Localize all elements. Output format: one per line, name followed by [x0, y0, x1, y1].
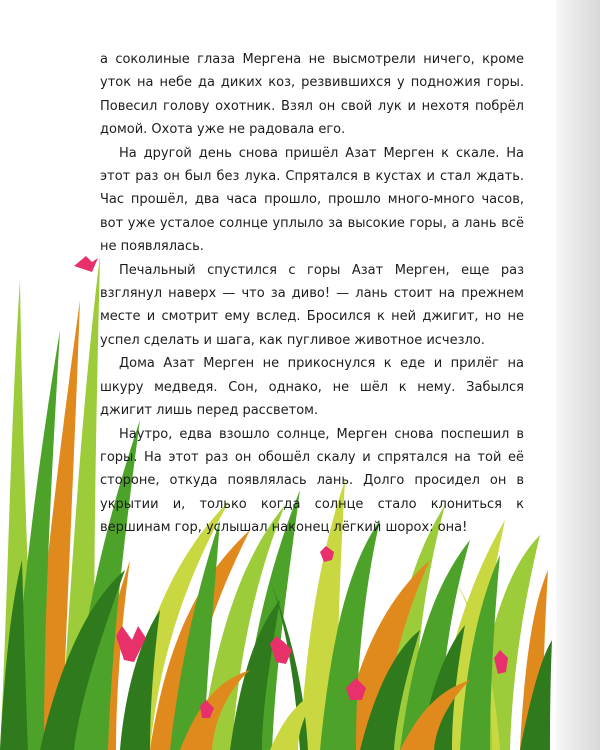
- paragraph: На другой день снова пришёл Азат Мерген к скале. На этот раз он был без лука. Спрятался в кустах и стал ждать. Час прошёл, два часа прошло, прошло много-много часов, вот уже усталое солнце уплыло за высокие горы, а лань всё не появлялась.: [100, 145, 524, 255]
- paragraph: Наутро, едва взошло солнце, Мерген снова поспешил в горы. На этот раз он обошёл скалу и спрятался на той её стороне, откуда появлялась лань. Долго просидел он в укрытии и, только когда солнце стало клониться к вершинам гор, услышал наконец лёгкий шорох: она!: [100, 426, 524, 536]
- story-text: [100, 48, 524, 540]
- paragraph: а соколиные глаза Мергена не высмотрели ничего, кроме уток на небе да диких коз, резвившихся у подножия горы. Повесил голову охотник. Взял он свой лук и нехотя побрёл домой. Охота уже не радовала его.: [100, 52, 524, 138]
- paragraph: Печальный спустился с горы Азат Мерген, еще раз взглянул наверх — что за диво! — лань стоит на прежнем месте и смотрит ему вслед. Бросился к ней джигит, но не успел сделать и шага, как пугливое животное исчезло.: [100, 262, 524, 348]
- tulip: [74, 256, 98, 272]
- paragraph: Дома Азат Мерген не прикоснулся к еде и прилёг на шкуру медведя. Сон, однако, не шёл к нему. Забылся джигит лишь перед рассветом.: [100, 356, 524, 419]
